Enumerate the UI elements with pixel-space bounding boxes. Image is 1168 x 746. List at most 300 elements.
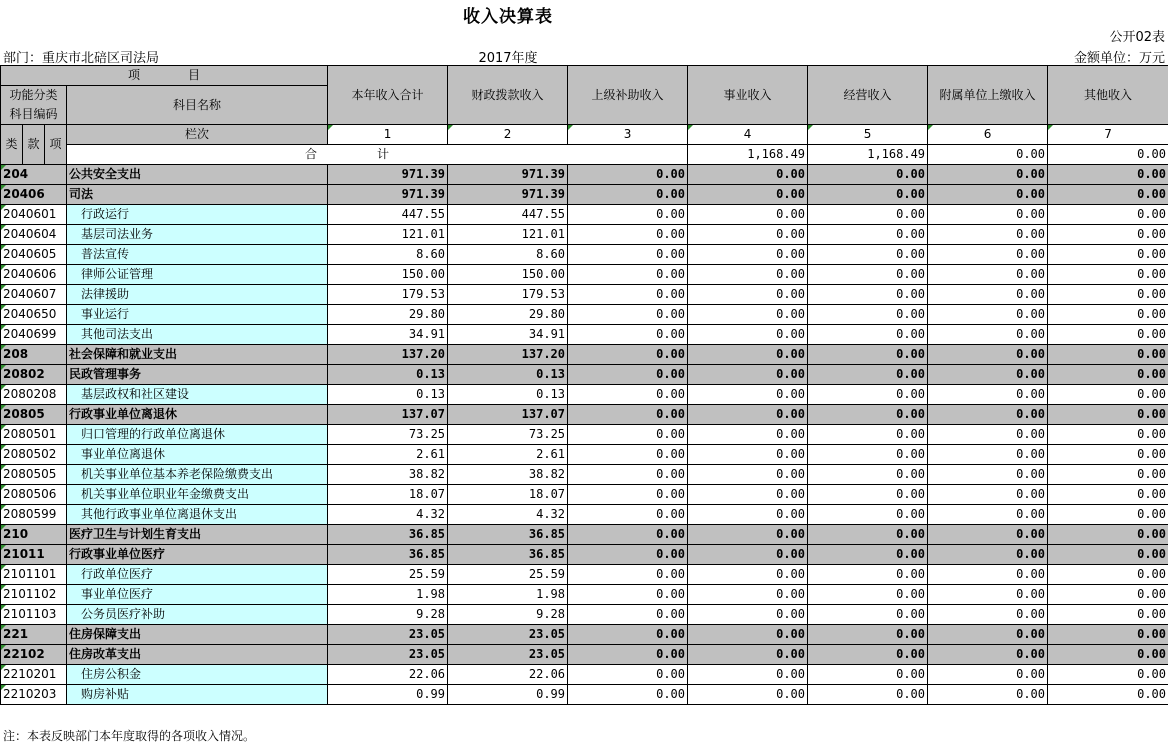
amount-cell: 0.00: [808, 505, 928, 525]
amount-cell: 73.25: [328, 425, 448, 445]
amount-cell: 0.00: [1048, 545, 1168, 565]
amount-cell: 0.00: [928, 665, 1048, 685]
amount-cell: 0.13: [448, 385, 568, 405]
amount-cell: 0.00: [808, 365, 928, 385]
amount-cell: 9.28: [448, 605, 568, 625]
amount-cell: 0.00: [928, 645, 1048, 665]
amount-cell: 0.00: [688, 245, 808, 265]
amount-cell: 0.00: [1048, 245, 1168, 265]
amount-cell: 0.00: [928, 385, 1048, 405]
amount-cell: 29.80: [328, 305, 448, 325]
amount-cell: 0.00: [808, 345, 928, 365]
table-row: [1, 665, 1168, 685]
amount-cell: 38.82: [328, 465, 448, 485]
amount-cell: 0.00: [928, 425, 1048, 445]
amount-cell: 4.32: [328, 505, 448, 525]
amount-cell: 0.00: [928, 585, 1048, 605]
subject-code: 2101102: [1, 585, 67, 605]
table-row: [1, 165, 1168, 185]
amount-cell: 137.20: [328, 345, 448, 365]
amount-cell: 0.00: [808, 185, 928, 205]
amount-cell: 0.00: [928, 525, 1048, 545]
amount-cell: 0.00: [808, 265, 928, 285]
amount-cell: 0.00: [688, 485, 808, 505]
amount-cell: 0.00: [1048, 285, 1168, 305]
subject-name: 基层司法业务: [67, 225, 328, 245]
amount-cell: 179.53: [328, 285, 448, 305]
amount-cell: 0.00: [808, 685, 928, 705]
amount-cell: 0.00: [1048, 465, 1168, 485]
amount-cell: 8.60: [448, 245, 568, 265]
amount-cell: 0.00: [568, 365, 688, 385]
amount-cell: 0.00: [808, 165, 928, 185]
subject-name: 机关事业单位职业年金缴费支出: [67, 485, 328, 505]
amount-cell: 23.05: [328, 645, 448, 665]
amount-cell: 121.01: [448, 225, 568, 245]
item-header: 项 目: [1, 66, 328, 86]
amount-cell: 0.00: [688, 285, 808, 305]
amount-cell: 0.00: [808, 465, 928, 485]
col-number: 2: [448, 125, 568, 145]
total-value: 0.00: [928, 145, 1048, 165]
amount-cell: 0.00: [1048, 405, 1168, 425]
amount-cell: 0.00: [688, 565, 808, 585]
amount-cell: 0.00: [568, 685, 688, 705]
amount-cell: 0.00: [808, 285, 928, 305]
amount-cell: 0.99: [328, 685, 448, 705]
amount-cell: 0.00: [688, 685, 808, 705]
col-number: 1: [328, 125, 448, 145]
amount-cell: 0.00: [688, 645, 808, 665]
amount-cell: 0.00: [808, 325, 928, 345]
amount-cell: 0.00: [1048, 365, 1168, 385]
amount-cell: 0.00: [928, 165, 1048, 185]
amount-cell: 23.05: [328, 625, 448, 645]
col-header-5: 经营收入: [808, 66, 928, 125]
amount-cell: 38.82: [448, 465, 568, 485]
col-header-2: 财政拨款收入: [448, 66, 568, 125]
amount-cell: 0.00: [1048, 665, 1168, 685]
amount-cell: 447.55: [328, 205, 448, 225]
amount-cell: 0.00: [688, 365, 808, 385]
amount-cell: 0.00: [688, 345, 808, 365]
subject-code: 2040606: [1, 265, 67, 285]
subject-code: 2040607: [1, 285, 67, 305]
subject-name: 事业运行: [67, 305, 328, 325]
amount-cell: 0.00: [1048, 625, 1168, 645]
amount-cell: 0.00: [928, 625, 1048, 645]
col-header-6: 附属单位上缴收入: [928, 66, 1048, 125]
total-label: 合计: [67, 145, 688, 165]
table-row: [1, 545, 1168, 565]
subject-code: 2040605: [1, 245, 67, 265]
amount-cell: 0.00: [808, 425, 928, 445]
subject-name: 行政事业单位医疗: [67, 545, 328, 565]
xiang-header: 项: [45, 125, 67, 165]
subject-code: 2080501: [1, 425, 67, 445]
amount-cell: 0.00: [928, 325, 1048, 345]
amount-cell: 8.60: [328, 245, 448, 265]
subject-name: 其他行政事业单位离退休支出: [67, 505, 328, 525]
amount-cell: 0.00: [1048, 645, 1168, 665]
subject-code: 221: [1, 625, 67, 645]
lei-header: 类: [1, 125, 23, 165]
amount-cell: 0.00: [1048, 225, 1168, 245]
amount-cell: 4.32: [448, 505, 568, 525]
amount-cell: 0.00: [568, 505, 688, 525]
table-row: [1, 525, 1168, 545]
income-table: [0, 65, 1168, 705]
amount-cell: 22.06: [328, 665, 448, 685]
amount-cell: 971.39: [448, 165, 568, 185]
amount-cell: 0.00: [568, 445, 688, 465]
amount-cell: 0.00: [568, 485, 688, 505]
amount-cell: 0.00: [688, 185, 808, 205]
amount-cell: 0.00: [568, 345, 688, 365]
amount-cell: 0.00: [688, 605, 808, 625]
amount-cell: 0.00: [928, 245, 1048, 265]
amount-cell: 0.00: [688, 425, 808, 445]
form-number: 公开02表: [1109, 30, 1165, 45]
amount-cell: 18.07: [448, 485, 568, 505]
col-number: 6: [928, 125, 1048, 145]
table-row: [1, 265, 1168, 285]
table-row: [1, 225, 1168, 245]
amount-cell: 36.85: [328, 525, 448, 545]
subject-name: 公务员医疗补助: [67, 605, 328, 625]
subject-name: 机关事业单位基本养老保险缴费支出: [67, 465, 328, 485]
amount-cell: 34.91: [448, 325, 568, 345]
table-row: [1, 325, 1168, 345]
total-value: 0.00: [1048, 145, 1168, 165]
amount-cell: 0.00: [688, 165, 808, 185]
department-label: 部门：重庆市北碚区司法局: [3, 51, 160, 66]
amount-cell: 0.00: [1048, 165, 1168, 185]
amount-cell: 0.00: [568, 565, 688, 585]
subject-name: 民政管理事务: [67, 365, 328, 385]
table-row: [1, 505, 1168, 525]
amount-cell: 0.00: [688, 585, 808, 605]
subject-name: 行政单位医疗: [67, 565, 328, 585]
amount-cell: 0.00: [808, 645, 928, 665]
col-header-7: 其他收入: [1048, 66, 1168, 125]
amount-cell: 0.00: [928, 305, 1048, 325]
amount-cell: 137.07: [448, 405, 568, 425]
amount-cell: 0.00: [688, 545, 808, 565]
table-row: [1, 405, 1168, 425]
table-row: [1, 445, 1168, 465]
total-value: 1,168.49: [808, 145, 928, 165]
amount-cell: 29.80: [448, 305, 568, 325]
amount-cell: 0.00: [808, 565, 928, 585]
amount-cell: 23.05: [448, 625, 568, 645]
amount-cell: 0.00: [1048, 525, 1168, 545]
subject-name: 行政事业单位离退休: [67, 405, 328, 425]
amount-cell: 0.00: [1048, 425, 1168, 445]
amount-cell: 0.00: [568, 625, 688, 645]
amount-cell: 150.00: [328, 265, 448, 285]
amount-cell: 0.00: [568, 185, 688, 205]
amount-cell: 0.00: [928, 365, 1048, 385]
amount-cell: 0.00: [688, 465, 808, 485]
subject-name: 基层政权和社区建设: [67, 385, 328, 405]
amount-cell: 0.00: [1048, 505, 1168, 525]
subject-code: 2080506: [1, 485, 67, 505]
table-row: [1, 625, 1168, 645]
amount-cell: 0.00: [1048, 685, 1168, 705]
amount-cell: 0.00: [568, 325, 688, 345]
table-row: [1, 245, 1168, 265]
subject-name: 归口管理的行政单位离退休: [67, 425, 328, 445]
col-number: 7: [1048, 125, 1168, 145]
amount-cell: 0.00: [928, 565, 1048, 585]
amount-cell: 0.00: [1048, 485, 1168, 505]
amount-cell: 0.00: [568, 665, 688, 685]
amount-cell: 179.53: [448, 285, 568, 305]
subject-code: 20802: [1, 365, 67, 385]
amount-cell: 0.13: [448, 365, 568, 385]
kuan-header: 款: [23, 125, 45, 165]
amount-cell: 0.00: [688, 505, 808, 525]
table-row: [1, 565, 1168, 585]
amount-cell: 0.00: [568, 465, 688, 485]
amount-cell: 0.00: [688, 265, 808, 285]
amount-cell: 0.00: [808, 225, 928, 245]
amount-cell: 0.00: [568, 545, 688, 565]
amount-cell: 0.00: [568, 265, 688, 285]
amount-cell: 0.00: [688, 405, 808, 425]
amount-cell: 0.00: [808, 545, 928, 565]
amount-cell: 0.00: [1048, 185, 1168, 205]
amount-cell: 36.85: [448, 525, 568, 545]
table-row: [1, 305, 1168, 325]
subject-name: 社会保障和就业支出: [67, 345, 328, 365]
amount-cell: 137.07: [328, 405, 448, 425]
subject-name: 事业单位医疗: [67, 585, 328, 605]
subject-name-header: 科目名称: [67, 86, 328, 125]
amount-cell: 0.00: [808, 525, 928, 545]
amount-cell: 0.00: [1048, 565, 1168, 585]
subject-code: 2080599: [1, 505, 67, 525]
subject-code: 208: [1, 345, 67, 365]
subject-code: 22102: [1, 645, 67, 665]
table-row: [1, 465, 1168, 485]
total-row: [1, 145, 1168, 165]
subject-code: 2101101: [1, 565, 67, 585]
amount-cell: 25.59: [328, 565, 448, 585]
amount-cell: 447.55: [448, 205, 568, 225]
amount-cell: 0.00: [928, 185, 1048, 205]
amount-cell: 0.00: [568, 225, 688, 245]
amount-cell: 971.39: [328, 165, 448, 185]
table-row: [1, 285, 1168, 305]
amount-cell: 0.00: [688, 665, 808, 685]
amount-cell: 0.00: [688, 305, 808, 325]
amount-cell: 0.00: [1048, 205, 1168, 225]
amount-cell: 0.00: [928, 285, 1048, 305]
subject-code: 2080502: [1, 445, 67, 465]
subject-name: 住房公积金: [67, 665, 328, 685]
amount-cell: 0.00: [808, 665, 928, 685]
amount-cell: 0.00: [808, 445, 928, 465]
amount-cell: 36.85: [328, 545, 448, 565]
amount-cell: 1.98: [448, 585, 568, 605]
amount-cell: 0.00: [688, 445, 808, 465]
table-row: [1, 205, 1168, 225]
amount-cell: 971.39: [448, 185, 568, 205]
page-title: 收入决算表: [463, 7, 553, 27]
table-row: [1, 185, 1168, 205]
amount-cell: 2.61: [328, 445, 448, 465]
subject-name: 购房补贴: [67, 685, 328, 705]
col-header-4: 事业收入: [688, 66, 808, 125]
amount-cell: 0.00: [688, 385, 808, 405]
amount-cell: 0.00: [808, 205, 928, 225]
amount-cell: 0.00: [1048, 265, 1168, 285]
amount-unit: 金额单位：万元: [1073, 51, 1165, 66]
amount-cell: 0.00: [928, 605, 1048, 625]
amount-cell: 137.20: [448, 345, 568, 365]
amount-cell: 0.00: [568, 305, 688, 325]
table-row: [1, 645, 1168, 665]
total-value: 1,168.49: [688, 145, 808, 165]
amount-cell: 2.61: [448, 445, 568, 465]
amount-cell: 0.00: [808, 605, 928, 625]
amount-cell: 0.00: [688, 525, 808, 545]
subject-code: 2101103: [1, 605, 67, 625]
subject-code: 2080208: [1, 385, 67, 405]
amount-cell: 0.00: [568, 525, 688, 545]
subject-name: 其他司法支出: [67, 325, 328, 345]
subject-code: 20805: [1, 405, 67, 425]
amount-cell: 0.00: [568, 165, 688, 185]
amount-cell: 0.00: [688, 325, 808, 345]
subject-code: 20406: [1, 185, 67, 205]
amount-cell: 0.00: [928, 545, 1048, 565]
amount-cell: 9.28: [328, 605, 448, 625]
amount-cell: 25.59: [448, 565, 568, 585]
amount-cell: 0.00: [928, 345, 1048, 365]
fiscal-year: 2017年度: [478, 51, 538, 66]
subject-name: 普法宣传: [67, 245, 328, 265]
amount-cell: 1.98: [328, 585, 448, 605]
subject-name: 事业单位离退休: [67, 445, 328, 465]
amount-cell: 150.00: [448, 265, 568, 285]
amount-cell: 0.00: [688, 625, 808, 645]
subject-code: 2080505: [1, 465, 67, 485]
footnote: 注：本表反映部门本年度取得的各项收入情况。: [3, 729, 256, 743]
amount-cell: 0.00: [928, 225, 1048, 245]
subject-name: 医疗卫生与计划生育支出: [67, 525, 328, 545]
amount-cell: 0.00: [568, 585, 688, 605]
amount-cell: 0.00: [808, 625, 928, 645]
amount-cell: 18.07: [328, 485, 448, 505]
subject-name: 法律援助: [67, 285, 328, 305]
col-number: 5: [808, 125, 928, 145]
table-row: [1, 345, 1168, 365]
amount-cell: 0.00: [568, 645, 688, 665]
subject-name: 律师公证管理: [67, 265, 328, 285]
amount-cell: 0.00: [568, 285, 688, 305]
amount-cell: 0.00: [1048, 305, 1168, 325]
subject-code: 2040699: [1, 325, 67, 345]
subject-name: 住房保障支出: [67, 625, 328, 645]
amount-cell: 121.01: [328, 225, 448, 245]
amount-cell: 0.13: [328, 385, 448, 405]
amount-cell: 0.00: [808, 305, 928, 325]
table-row: [1, 685, 1168, 705]
table-row: [1, 365, 1168, 385]
amount-cell: 971.39: [328, 185, 448, 205]
col-number: 3: [568, 125, 688, 145]
amount-cell: 0.00: [568, 205, 688, 225]
amount-cell: 0.00: [928, 405, 1048, 425]
amount-cell: 0.00: [808, 585, 928, 605]
amount-cell: 0.13: [328, 365, 448, 385]
amount-cell: 0.00: [568, 245, 688, 265]
amount-cell: 0.00: [1048, 445, 1168, 465]
table-row: [1, 485, 1168, 505]
table-row: [1, 385, 1168, 405]
amount-cell: 0.00: [688, 225, 808, 245]
subject-code: 21011: [1, 545, 67, 565]
subject-name: 司法: [67, 185, 328, 205]
subject-code: 2040604: [1, 225, 67, 245]
amount-cell: 22.06: [448, 665, 568, 685]
subject-code: 2210203: [1, 685, 67, 705]
amount-cell: 0.00: [1048, 325, 1168, 345]
amount-cell: 0.00: [1048, 345, 1168, 365]
amount-cell: 34.91: [328, 325, 448, 345]
amount-cell: 0.00: [808, 485, 928, 505]
col-header-1: 本年收入合计: [328, 66, 448, 125]
amount-cell: 0.00: [1048, 585, 1168, 605]
amount-cell: 0.00: [928, 485, 1048, 505]
amount-cell: 0.00: [928, 445, 1048, 465]
table-row: [1, 605, 1168, 625]
amount-cell: 0.00: [808, 405, 928, 425]
amount-cell: 73.25: [448, 425, 568, 445]
col-header-3: 上级补助收入: [568, 66, 688, 125]
subject-code: 2040601: [1, 205, 67, 225]
amount-cell: 0.00: [568, 605, 688, 625]
subject-name: 行政运行: [67, 205, 328, 225]
amount-cell: 0.99: [448, 685, 568, 705]
amount-cell: 0.00: [808, 385, 928, 405]
amount-cell: 0.00: [1048, 605, 1168, 625]
subject-code: 210: [1, 525, 67, 545]
amount-cell: 0.00: [568, 425, 688, 445]
amount-cell: 36.85: [448, 545, 568, 565]
subject-code: 204: [1, 165, 67, 185]
table-row: [1, 585, 1168, 605]
amount-cell: 0.00: [1048, 385, 1168, 405]
amount-cell: 23.05: [448, 645, 568, 665]
table-row: [1, 425, 1168, 445]
amount-cell: 0.00: [808, 245, 928, 265]
amount-cell: 0.00: [568, 405, 688, 425]
amount-cell: 0.00: [928, 205, 1048, 225]
amount-cell: 0.00: [568, 385, 688, 405]
func-code-header: 功能分类科目编码: [1, 86, 67, 125]
amount-cell: 0.00: [928, 685, 1048, 705]
subject-code: 2040650: [1, 305, 67, 325]
subject-code: 2210201: [1, 665, 67, 685]
col-label: 栏次: [67, 125, 328, 145]
amount-cell: 0.00: [688, 205, 808, 225]
subject-name: 住房改革支出: [67, 645, 328, 665]
amount-cell: 0.00: [928, 265, 1048, 285]
